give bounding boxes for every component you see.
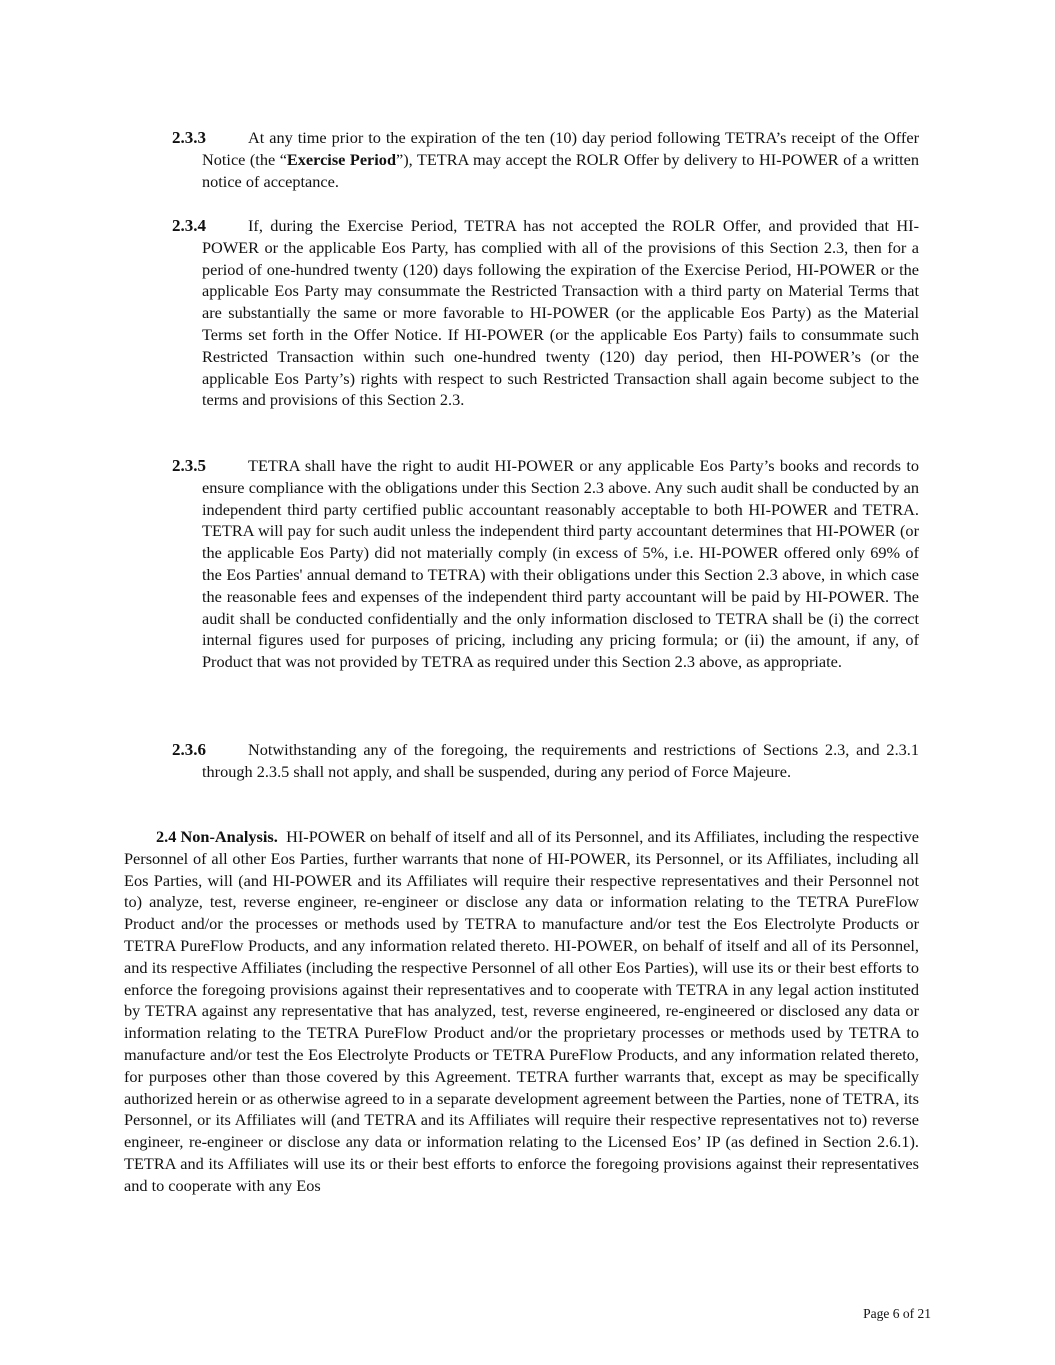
defined-term: Exercise Period — [286, 149, 396, 169]
section-text: Notwithstanding any of the foregoing, the requirements and restrictions of Sections 2.3, and 2.3.1 through 2.3.5 shall not apply, and shall be suspended, during any period of Force Majeure. — [202, 740, 919, 781]
section-heading: 2.4 Non-Analysis. — [156, 827, 278, 846]
section-number: 2.3.3 — [172, 128, 206, 147]
section-text: HI-POWER on behalf of itself and all of its Personnel, and its Affiliates, including the respective Personnel of all other Eos Parties, further warrants that none of HI-POWER, its Personnel, or its Affiliates, including all Eos Parties, will (and HI-POWER and its Affiliates will require their respective representatives and their Personnel not to) analyze, test, reverse engineer, re-engineer or disclose any data or information relating to the TETRA PureFlow Product and/or the processes or methods used by TETRA to manufacture and/or test the Eos Electrolyte Products or TETRA PureFlow Products, and any information related thereto. HI-POWER, on behalf of itself and all of its Personnel, and its respective Affiliates (including the respective Personnel of all other Eos Parties), will use its or their best efforts to enforce the foregoing provisions against their representatives and to cooperate with TETRA in any legal action instituted by TETRA against any representative that has analyzed, test, reverse engineered, re-engineered or disclosed any data or information relating to the TETRA PureFlow Product and/or the proprietary processes or methods used by TETRA to manufacture and/or test the Eos Electrolyte Products or TETRA PureFlow Products, and any information related thereto, for purposes other than those covered by this Agreement. TETRA further warrants that, except as may be specifically authorized herein or as otherwise agreed to in a separate development agreement between the Parties, none of TETRA, its Personnel, or its Affiliates will (and TETRA and its Affiliates will require their respective representatives not to) reverse engineer, re-engineer or disclose any data or information relating to the Licensed Eos’ IP (as defined in Section 2.6.1). TETRA and its Affiliates will use its or their best efforts to enforce the foregoing provisions against their representatives and to cooperate with any Eos — [124, 827, 919, 1195]
section-2-3-5 — [172, 455, 919, 673]
section-number: 2.3.4 — [172, 216, 206, 235]
section-text: If, during the Exercise Period, TETRA has not accepted the ROLR Offer, and provided that HI-POWER or the applicable Eos Party, has complied with all of the provisions of this Section 2.3, then for a period of one-hundred twenty (120) days following the expiration of the Exercise Period, HI-POWER or the applicable Eos Party may consummate the Restricted Transaction with a third party on Material Terms that are substantially the same or more favorable to HI-POWER (or the applicable Eos Party) as the Material Terms set forth in the Offer Notice. If HI-POWER (or the applicable Eos Party) fails to consummate such Restricted Transaction within such one-hundred twenty (120) day period, then HI-POWER’s (or the applicable Eos Party’s) rights with respect to such Restricted Transaction shall again become subject to the terms and provisions of this Section 2.3. — [202, 216, 919, 410]
section-text-after: ”), TETRA may accept the ROLR Offer by delivery to HI-POWER of a written notice of acceptance. — [202, 149, 919, 191]
page-number: Page 6 of 21 — [863, 1306, 931, 1321]
section-2-3-4 — [172, 215, 919, 411]
section-text: TETRA shall have the right to audit HI-POWER or any applicable Eos Party’s books and records to ensure compliance with the obligations under this Section 2.3 above. Any such audit shall be conducted by an independent third party certified public accountant reasonably acceptable to both HI-POWER and TETRA. TETRA will pay for such audit unless the independent third party accountant determines that HI-POWER (or the applicable Eos Party) did not materially comply (in excess of 5%, i.e. HI-POWER offered only 69% of the Eos Parties' annual demand to TETRA) with their obligations under this Section 2.3 above, in which case the reasonable fees and expenses of the independent third party accountant will be paid by HI-POWER. The audit shall be conducted confidentially and the only information disclosed to TETRA shall be (i) the correct internal figures used for purposes of pricing, including any pricing formula; or (ii) the amount, if any, of Product that was not provided by TETRA as required under this Section 2.3 above, as appropriate. — [202, 456, 919, 672]
section-number: 2.3.6 — [172, 740, 206, 759]
section-2-3-6 — [172, 739, 919, 783]
section-2-3-3 — [172, 127, 919, 192]
section-2-4 — [124, 826, 919, 1197]
section-number: 2.3.5 — [172, 456, 206, 475]
section-text-before: At any time prior to the expiration of the ten (10) day period following TETRA’s receipt of the Offer Notice (the “ — [202, 128, 919, 169]
